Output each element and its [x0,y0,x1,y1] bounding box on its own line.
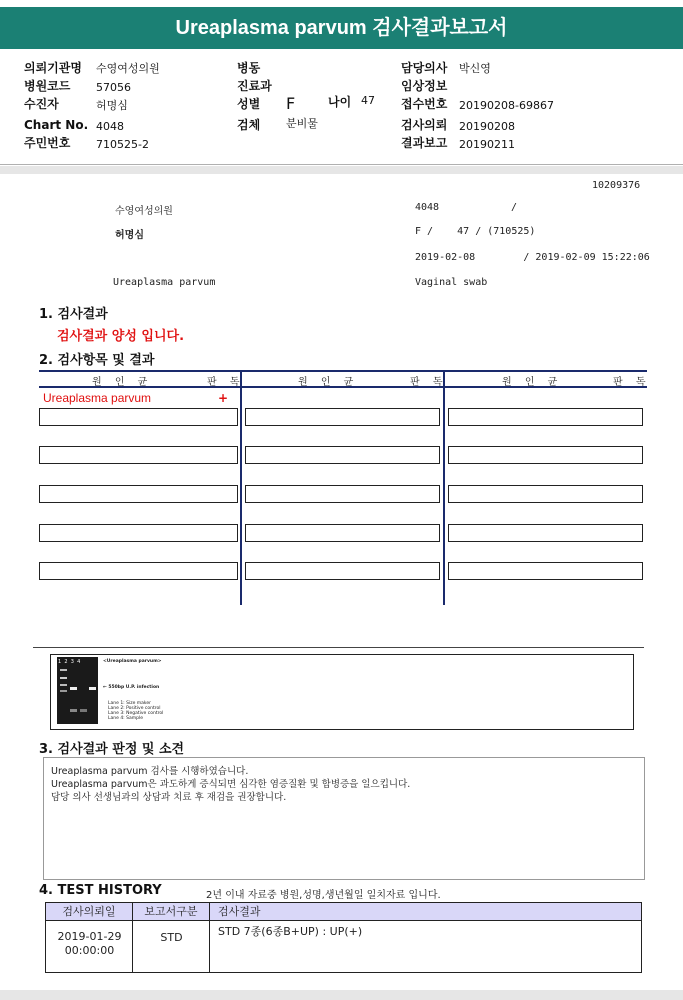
result-field[interactable] [245,524,440,542]
result-field[interactable] [448,446,643,464]
result-field[interactable] [448,562,643,580]
col-head-organism-3: 원 인 균 [502,377,563,388]
col-head-organism-2: 원 인 균 [298,377,359,388]
col-head-judgement-2: 판 독 [410,377,448,388]
history-date: 2019-01-29 [57,930,122,943]
label-institution: 의뢰기관명 [24,61,82,75]
table-top-rule [39,370,647,372]
label-patient: 수진자 [24,97,59,111]
result-field[interactable] [448,408,643,426]
history-table [45,902,642,973]
gel-lane-numbers: 1 2 3 4 [58,659,81,665]
result-field[interactable] [39,485,238,503]
value-hospital-code: 57056 [96,81,131,94]
label-specimen: 검체 [237,118,261,132]
col-head-judgement-1: 판 독 [207,377,245,388]
result-field[interactable] [245,408,440,426]
value-report-date: 20190211 [459,138,515,151]
label-hospital-code: 병원코드 [24,79,71,93]
history-col-type: 보고서구분 [133,903,210,921]
history-divider [209,921,210,972]
opinion-line-1: Ureaplasma parvum 검사를 시행하였습니다. [51,766,249,777]
footer-strip [0,990,683,1000]
label-ward: 병동 [237,61,261,75]
gel-legend-4: Lane 4: Sample [108,716,143,721]
sub-dates: 2019-02-08 / 2019-02-09 15:22:06 [415,252,650,263]
label-doctor: 담당의사 [401,61,448,75]
result-field[interactable] [448,524,643,542]
value-patient: 허명심 [96,99,128,112]
sub-hospital: 수영여성의원 [115,206,173,217]
section-3-title: 3. 검사결과 판정 및 소견 [39,742,185,757]
label-receipt-no: 접수번호 [401,97,448,111]
divider-strip [0,166,683,174]
section-1-title: 1. 검사결과 [39,307,108,322]
label-report-date: 결과보고 [401,136,448,150]
col-head-judgement-3: 판 독 [613,377,651,388]
value-resident-no: 710525-2 [96,138,149,151]
col-head-organism-1: 원 인 균 [92,377,153,388]
sub-chart: 4048 [415,202,440,213]
gel-legend-3: Lane 3: Negative control [108,711,164,716]
organism-name: Ureaplasma parvum [43,391,152,405]
gel-bands [57,657,98,724]
divider [0,164,683,165]
value-age: 47 [361,94,375,107]
label-department: 진료과 [237,79,272,93]
value-sex: F [286,94,296,113]
gel-electrophoresis-image [57,657,98,724]
history-col-date: 검사의뢰일 [46,903,133,921]
divider [33,647,644,648]
value-request-date: 20190208 [459,120,515,133]
section-4-title: 4. TEST HISTORY [39,883,162,898]
report-title: Ureaplasma parvum 검사결과보고서 [0,7,683,49]
section-2-title: 2. 검사항목 및 결과 [39,353,155,368]
result-field[interactable] [245,446,440,464]
sub-specimen: Vaginal swab [415,277,488,288]
value-institution: 수영여성의원 [96,62,160,75]
sub-test-name: Ureaplasma parvum [113,277,216,288]
opinion-line-3: 담당 의사 선생님과의 상담과 치료 후 재검을 권장합니다. [51,792,287,803]
table-col-divider-1 [240,370,242,605]
result-field[interactable] [39,446,238,464]
value-receipt-no: 20190208-69867 [459,99,554,112]
result-summary: 검사결과 양성 입니다. [57,329,185,344]
label-request-date: 검사의뢰 [401,118,448,132]
sub-patient: 허명심 [115,230,144,241]
result-field[interactable] [39,562,238,580]
sub-slash: / [511,202,518,213]
sub-sex-age: F / 47 / (710525) [415,226,536,237]
opinion-line-2: Ureaplasma parvum은 과도하게 증식되면 심각한 염증질환 및 합병증을 일으킵니다. [51,779,411,790]
organism-result: + [218,391,229,405]
gel-band-label: ← 550bp U.P. infection [103,685,160,690]
gel-title: <Ureaplasma parvum> [103,659,162,664]
value-specimen: 분비물 [286,117,318,130]
result-field[interactable] [245,485,440,503]
history-note: 2년 이내 자료중 병원,성명,생년월일 일치자료 입니다. [206,890,441,901]
value-doctor: 박신영 [459,62,491,75]
history-time: 00:00:00 [64,944,115,957]
gel-legend-2: Lane 2: Positive control [108,706,161,711]
result-field[interactable] [39,408,238,426]
history-result: STD 7종(6종B+UP) : UP(+) [218,925,363,938]
history-type: STD [160,931,183,944]
value-chart-no: 4048 [96,120,124,133]
label-sex: 성별 [237,97,261,111]
label-resident-no: 주민번호 [24,136,71,150]
table-col-divider-2 [443,370,445,605]
label-age: 나이 [328,95,352,109]
gel-legend-1: Lane 1: Size maker [108,701,151,706]
result-field[interactable] [39,524,238,542]
label-clinical-info: 임상정보 [401,79,448,93]
label-chart-no: Chart No. [24,118,89,132]
result-field[interactable] [245,562,440,580]
history-col-result: 검사결과 [210,903,641,921]
result-field[interactable] [448,485,643,503]
report-code: 10209376 [592,180,641,191]
